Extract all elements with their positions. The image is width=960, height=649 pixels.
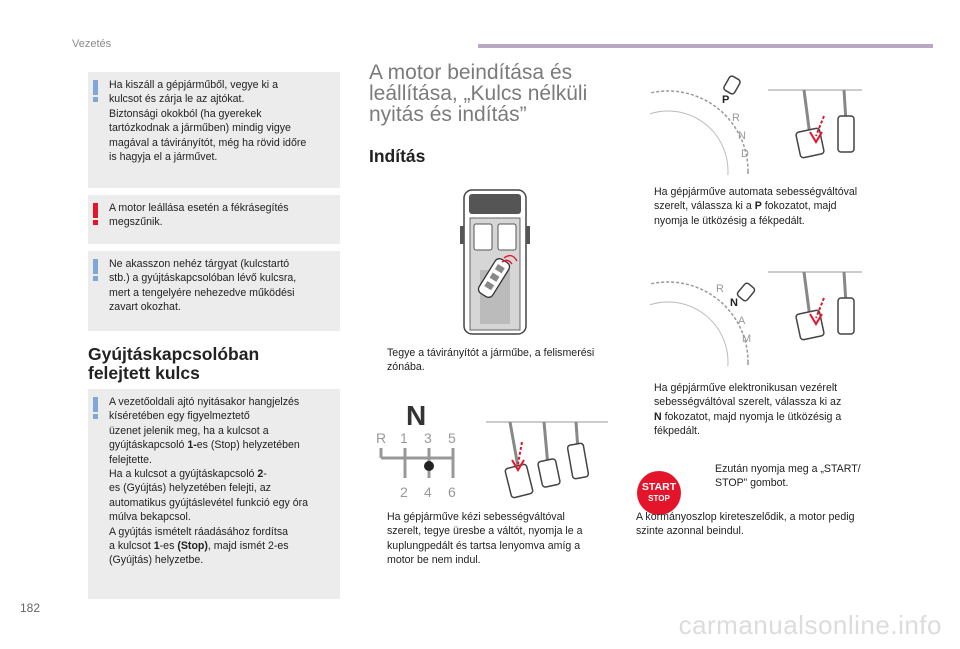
dial-letter: D: [741, 148, 749, 160]
text-line: A vezetőoldali ajtó nyitásakor hangjelzés: [109, 396, 300, 408]
dial-letter: R: [732, 112, 740, 124]
warning-box-text: A motor leállása esetén a fékrásegítés megszűnik.: [109, 202, 289, 229]
text-line: automatikus gyújtáslevétel funkció egy óra: [109, 496, 309, 509]
bold-run: P: [754, 200, 762, 213]
title-line: A motor beindítása és: [369, 61, 573, 84]
subheading-start: Indítás: [369, 146, 426, 166]
bold-run: 2: [257, 468, 264, 481]
text-line: múlva bekapcsol.: [109, 511, 191, 524]
dial-letter: N: [730, 297, 738, 309]
info-box-text: Ha kiszáll a gépjárműből, vegye ki a kulcsot és zárja le az ajtókat. Biztonsági okokból (ha gyerekek tartózkodnak a járműben) mindig vigye magával a távirányítót, még ha rövid időre is hagyja el a járművet.: [109, 79, 307, 164]
heading-line: Gyújtáskapcsolóban: [88, 344, 260, 364]
text-line: [109, 539, 332, 553]
page-number: 182: [20, 601, 41, 615]
text-run: Ha gépjárműve elektronikusan vezérelt sebességváltóval szerelt, válassza ki az: [654, 382, 842, 409]
gear-label: 3: [424, 430, 432, 446]
stop-label: STOP: [648, 494, 670, 503]
gear-label: R: [376, 430, 387, 446]
text-run: Ha a kulcsot a gyújtáskapcsoló: [109, 468, 258, 481]
gear-label: 1: [400, 430, 408, 446]
dial-letter: N: [738, 130, 746, 142]
bold-run: 1-: [187, 439, 197, 452]
section-heading: [88, 344, 259, 384]
electronic-gear-dial-illustration: [650, 266, 760, 366]
step-electronic-gearbox: [636, 381, 896, 439]
text-line: kíséretében egy figyelmeztető: [109, 410, 250, 423]
text-line: [109, 438, 332, 452]
brake-pedal-illustration: [766, 88, 862, 162]
step-text: [654, 185, 896, 228]
text-line: üzenet jelenik meg, ha a kulcsot a: [109, 424, 269, 437]
info-icon: [90, 80, 104, 102]
bold-run: (Stop): [177, 540, 208, 553]
gear-label: 6: [448, 484, 456, 500]
title-line: nyitás és indítás”: [369, 103, 527, 126]
van-top-view-illustration: [458, 186, 532, 338]
text-run: gyújtáskapcsoló: [109, 439, 188, 452]
info-box-text: [109, 395, 332, 568]
auto-gear-dial-illustration: [650, 75, 760, 175]
info-box-leave-vehicle: [88, 72, 340, 188]
text-run: a kulcsot: [109, 540, 154, 553]
text-run: Ha gépjárműve automata sebességváltóval szerelt, válassza ki a: [654, 186, 858, 213]
step-text: Tegye a távirányítót a járműbe, a felismerési zónába.: [387, 347, 595, 374]
section-title: Vezetés: [72, 38, 112, 50]
text-run: -: [263, 468, 267, 481]
warning-box-braking: [88, 195, 340, 244]
dial-letter: P: [722, 94, 730, 106]
section-divider: [478, 44, 933, 48]
info-icon: [90, 259, 104, 281]
text-run: , majd ismét 2-es: [207, 540, 289, 553]
text-line: (Gyújtás) helyzetbe.: [109, 554, 204, 567]
clutch-pedals-illustration: [484, 420, 608, 504]
info-icon: [90, 397, 104, 419]
text-run: -es: [159, 540, 178, 553]
dial-letter: M: [742, 333, 752, 345]
info-box-forgotten-key: [88, 389, 340, 599]
warning-icon: [90, 203, 104, 225]
result-text: A kormányoszlop kireteszelődik, a motor pedig szinte azonnal beindul.: [636, 511, 855, 538]
bold-run: N: [654, 410, 662, 423]
step-remote-key: [369, 346, 619, 375]
step-text: [654, 381, 896, 439]
page-title: [369, 62, 587, 125]
gear-shift-pattern: [372, 448, 462, 486]
text-line: felejtette.: [109, 453, 152, 466]
dial-letter: A: [738, 315, 746, 327]
text-line: [109, 467, 332, 481]
gear-label: 5: [448, 430, 456, 446]
text-run: fokozatot, majd nyomja le ütközésig a fékpedált.: [654, 200, 837, 227]
heading-line: felejtett kulcs: [88, 363, 200, 383]
text-line: A gyújtás ismételt ráadásához fordítsa: [109, 525, 289, 538]
start-label: START: [641, 481, 677, 493]
gear-label: 4: [424, 484, 432, 500]
bold-run: 1: [153, 540, 160, 553]
step-automatic-gearbox: [636, 185, 896, 228]
gear-label: 2: [400, 484, 408, 500]
manual-gearbox-diagram: [372, 400, 462, 504]
text-run: fokozatot, majd nyomja le ütközésig a fékpedált.: [654, 410, 842, 438]
text-run: es (Stop) helyzetében: [196, 439, 300, 452]
step-text: Ha gépjárműve kézi sebességváltóval szerelt, tegye üresbe a váltót, nyomja le a kuplungpedált és tartsa lenyomva amíg a motor be nem indul.: [387, 511, 583, 567]
info-box-keyring: [88, 251, 340, 331]
dial-letter: R: [716, 283, 724, 295]
title-line: leállítása, „Kulcs nélküli: [369, 82, 588, 105]
step-manual-gearbox: [369, 510, 619, 568]
info-box-text: Ne akasszon nehéz tárgyat (kulcstartó stb.) a gyújtáskapcsolóban lévő kulcsra, mert a tengelyére nehezedve működési zavart okozhat.: [109, 258, 297, 314]
text-line: es (Gyújtás) helyzetében felejti, az: [109, 482, 271, 495]
step-text: Ezután nyomja meg a „START/ STOP” gombot.: [715, 463, 861, 490]
watermark: carmanualsonline.info: [678, 610, 942, 640]
brake-pedal-illustration: [766, 270, 862, 344]
start-stop-button-icon: [637, 471, 681, 515]
step-press-start: [697, 462, 897, 491]
gear-neutral-label: N: [406, 400, 427, 431]
